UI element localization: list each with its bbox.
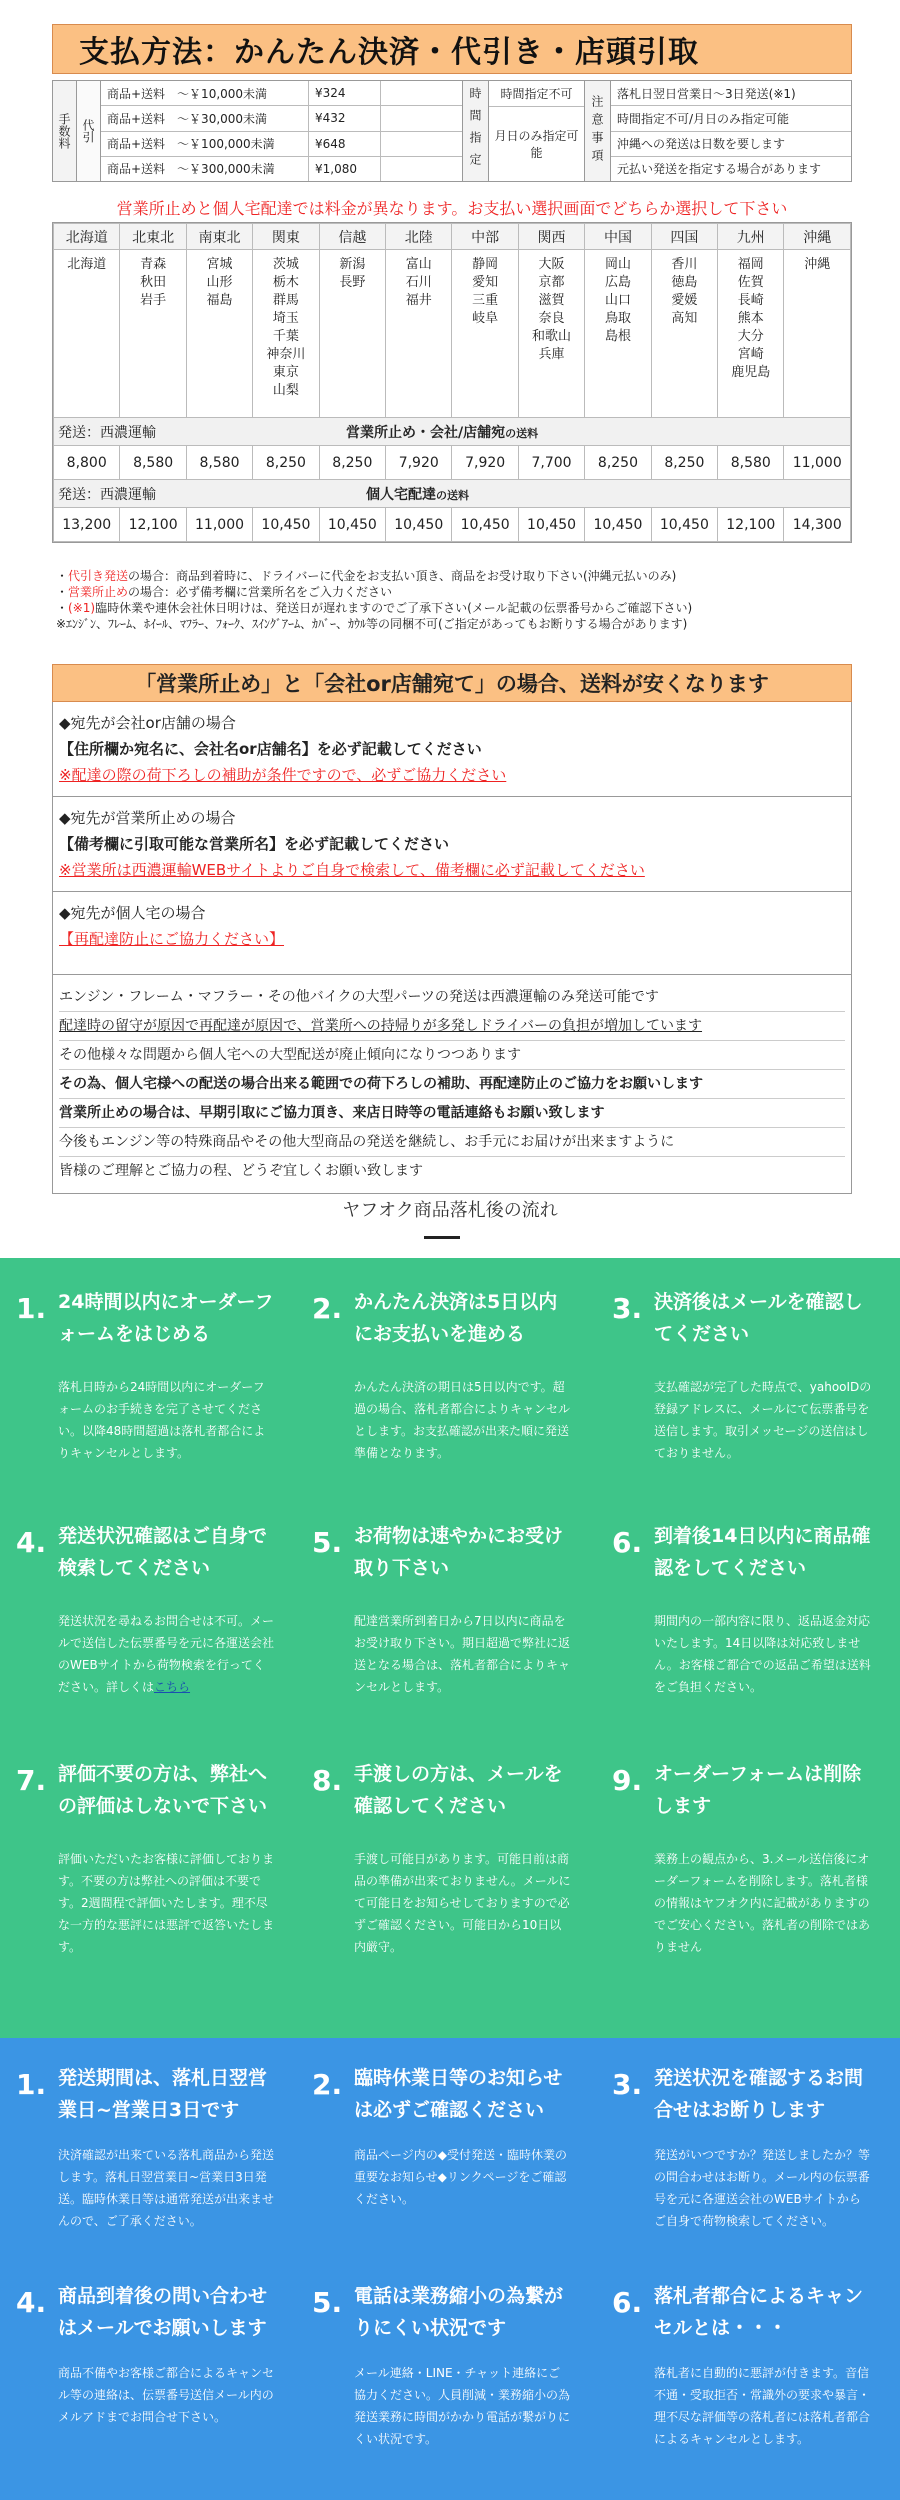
step-title: 発送状況を確認するお問合せはお断りします bbox=[654, 2067, 864, 2121]
prefecture: 岩手 bbox=[140, 293, 167, 308]
home-price: 12,100 bbox=[120, 508, 186, 542]
prefecture: 広島 bbox=[604, 275, 631, 290]
region-header: 北陸 bbox=[386, 224, 452, 250]
prefecture: 群馬 bbox=[272, 293, 299, 308]
step-body-text: 期間内の一部内容に限り、返品返金対応いたします。14日以降は対応致しません。お客様ご都合での返品ご希望は送料をご負担ください。 bbox=[654, 1614, 871, 1694]
step-title: 24時間以内にオーダーフォームをはじめる bbox=[58, 1291, 274, 1345]
prefecture-row bbox=[54, 250, 851, 418]
region-prefectures bbox=[784, 250, 851, 418]
prefecture: 兵庫 bbox=[538, 347, 565, 362]
region-header: 南東北 bbox=[186, 224, 252, 250]
note-line: ・(※1)臨時休業や連休会社休日明けは、発送日が遅れますのでご了承下さい(メール記載の伝票番号からご確認下さい) bbox=[56, 601, 693, 615]
prefecture: 三重 bbox=[472, 293, 499, 308]
office-price: 8,250 bbox=[585, 446, 651, 480]
home-price: 12,100 bbox=[718, 508, 784, 542]
prefecture: 鹿児島 bbox=[731, 365, 771, 380]
region-header: 関西 bbox=[518, 224, 584, 250]
region-prefectures bbox=[386, 250, 452, 418]
prefecture: 千葉 bbox=[272, 329, 299, 344]
office-price: 8,580 bbox=[120, 446, 186, 480]
region-prefectures bbox=[54, 250, 120, 418]
notice-values bbox=[611, 81, 851, 181]
step-body-text: 発送がいつですか？発送しましたか？等の問合わせはお断り。メール内の伝票番号を元に各運送会社のWEBサイトからご自身で荷物検索してください。 bbox=[654, 2148, 871, 2228]
details-link[interactable]: こちら bbox=[154, 1680, 191, 1694]
prefecture: 秋田 bbox=[140, 275, 167, 290]
step-number: 2. bbox=[312, 1292, 343, 1325]
step-body-text: 手渡し可能日があります。可能日前は商品の準備が出来ておりません。メールにて可能日をお知らせしておりますので必ずご確認ください。可能日から10日以内厳守。 bbox=[354, 1852, 571, 1954]
prefecture: 島根 bbox=[604, 329, 631, 344]
step-body bbox=[58, 1376, 276, 1464]
fee-row bbox=[101, 132, 462, 157]
prefecture: 鳥取 bbox=[604, 311, 631, 326]
block-bold: 【備考欄に引取可能な営業所名】を必ず記載してください bbox=[59, 835, 450, 853]
note-text: 臨時休業や連休会社休日明けは、発送日が遅れますのでご了承下さい(メール記載の伝票番号からご確認下さい) bbox=[95, 601, 693, 615]
region-prefectures bbox=[651, 250, 717, 418]
fee-row bbox=[101, 157, 462, 181]
section-title: 営業所止め・会社/店舗宛 bbox=[346, 424, 506, 441]
home-price: 13,200 bbox=[54, 508, 120, 542]
flow-title: ヤフオク商品落札後の流れ bbox=[342, 1200, 558, 1221]
region-prefectures bbox=[718, 250, 784, 418]
office-price: 7,700 bbox=[518, 446, 584, 480]
step-body bbox=[654, 2144, 872, 2232]
delivery-notice: 営業所止めと個人宅配達では料金が異なります。お支払い選択画面でどちらか選択して下さい bbox=[116, 199, 788, 218]
home-price: 11,000 bbox=[186, 508, 252, 542]
step-number: 6. bbox=[612, 1526, 643, 1559]
step-body-text: 配達営業所到着日から7日以内に商品をお受け取り下さい。期日超過で弊社に返送となる場合は、落札者都合によりキャンセルとします。 bbox=[354, 1614, 571, 1694]
prefecture: 佐賀 bbox=[737, 275, 764, 290]
region-prefectures bbox=[120, 250, 186, 418]
section-suffix: の送料 bbox=[436, 488, 469, 502]
shipping-notes bbox=[52, 568, 852, 632]
prefecture: 岡山 bbox=[604, 257, 631, 272]
prefecture: 静岡 bbox=[472, 257, 499, 272]
prefecture: 神奈川 bbox=[266, 347, 306, 362]
step-number: 3. bbox=[612, 1292, 643, 1325]
prefecture: 山形 bbox=[206, 275, 233, 290]
step-title: 手渡しの方は、メールを確認してください bbox=[354, 1763, 563, 1817]
office-price: 7,920 bbox=[386, 446, 452, 480]
region-prefectures bbox=[186, 250, 252, 418]
step-number: 4. bbox=[16, 1526, 47, 1559]
notice-label: 注意事項 bbox=[585, 81, 611, 181]
prefecture: 東京 bbox=[272, 365, 299, 380]
prefecture: 宮城 bbox=[206, 257, 233, 272]
office-price: 7,920 bbox=[452, 446, 518, 480]
section-row bbox=[54, 480, 851, 508]
prefecture: 沖縄 bbox=[804, 257, 831, 272]
region-prefectures bbox=[585, 250, 651, 418]
carrier-label: 発送：西濃運輸 bbox=[58, 486, 156, 503]
prefecture: 岐阜 bbox=[472, 311, 499, 326]
home-price: 10,450 bbox=[319, 508, 385, 542]
prefecture: 滋賀 bbox=[538, 293, 565, 308]
fee-range: 商品+送料 ～￥30,000未満 bbox=[101, 106, 309, 130]
block-head: ◆宛先が個人宅の場合 bbox=[59, 904, 206, 922]
prefecture: 愛知 bbox=[472, 275, 499, 290]
step-title: オーダーフォームは削除します bbox=[654, 1763, 862, 1817]
step-body-text: かんたん決済の期日は5日以内です。超過の場合、落札者都合によりキャンセルとします。お支払確認が出来た順に発送準備となります。 bbox=[354, 1380, 571, 1460]
block-red: ※営業所は西濃運輸WEBサイトよりご自身で検索して、備考欄に必ず記載してください bbox=[59, 861, 645, 879]
time-value: 時間指定不可 bbox=[489, 81, 584, 107]
price-row-home bbox=[54, 508, 851, 542]
payment-methods-title: 支払方法：かんたん決済・代引き・店頭引取 bbox=[52, 24, 852, 74]
fee-label: 手数料 bbox=[53, 81, 77, 181]
office-price: 11,000 bbox=[784, 446, 851, 480]
home-price: 10,450 bbox=[651, 508, 717, 542]
step-body bbox=[654, 1848, 872, 1958]
step-number: 9. bbox=[612, 1764, 643, 1797]
block-red: 【再配達防止にご協力ください】 bbox=[59, 930, 285, 948]
address-block bbox=[53, 702, 851, 797]
step-number: 3. bbox=[612, 2068, 643, 2101]
step-number: 8. bbox=[312, 1764, 343, 1797]
step-number: 1. bbox=[16, 1292, 47, 1325]
address-block bbox=[53, 892, 851, 975]
time-values bbox=[489, 81, 585, 181]
notice-item: 落札日翌日営業日～3日発送(※1) bbox=[611, 81, 851, 106]
step-body bbox=[58, 1848, 276, 1958]
prefecture: 山口 bbox=[604, 293, 631, 308]
step-body-text: 支払確認が完了した時点で、yahooIDの登録アドレスに、メールにて伝票番号を送信します。取引メッセージの送信はしておりません。 bbox=[654, 1380, 872, 1460]
notice-item: 沖縄への発送は日数を要します bbox=[611, 132, 851, 157]
step-body-text: 商品不備やお客様ご都合によるキャンセル等の連絡は、伝票番号送信メール内のメルアドまでお問合せ下さい。 bbox=[58, 2366, 275, 2424]
region-header: 九州 bbox=[718, 224, 784, 250]
large-parts-notes bbox=[53, 975, 851, 1193]
office-price: 8,250 bbox=[651, 446, 717, 480]
fee-price: ¥1,080 bbox=[309, 157, 381, 181]
cod-fee-table bbox=[52, 80, 852, 182]
region-prefectures bbox=[319, 250, 385, 418]
prefecture: 埼玉 bbox=[272, 311, 299, 326]
prefecture: 宮崎 bbox=[737, 347, 764, 362]
prefecture: 高知 bbox=[671, 311, 698, 326]
notice-item: 時間指定不可/月日のみ指定可能 bbox=[611, 106, 851, 131]
prefecture: 長崎 bbox=[737, 293, 764, 308]
step-body bbox=[354, 1376, 572, 1464]
cod-label: 代引 bbox=[77, 81, 101, 181]
region-header: 四国 bbox=[651, 224, 717, 250]
note-red: 代引き発送 bbox=[68, 569, 129, 583]
prefecture: 福井 bbox=[405, 293, 432, 308]
region-prefectures bbox=[518, 250, 584, 418]
prefecture: 新潟 bbox=[339, 257, 366, 272]
home-price: 10,450 bbox=[452, 508, 518, 542]
step-number: 5. bbox=[312, 1526, 343, 1559]
home-price: 10,450 bbox=[253, 508, 319, 542]
prefecture: 北海道 bbox=[67, 257, 107, 272]
step-title: 到着後14日以内に商品確認をしてください bbox=[654, 1525, 871, 1579]
prefecture: 香川 bbox=[671, 257, 698, 272]
note-line: ・代引き発送の場合：商品到着時に、ドライバーに代金をお支払い頂き、商品をお受け取り下さい(沖縄元払いのみ) bbox=[56, 569, 677, 583]
home-price: 14,300 bbox=[784, 508, 851, 542]
step-body-text: 落札者に自動的に悪評が付きます。音信不通・受取拒否・常識外の要求や暴言・理不尽な評価等の落札者には落札者都合によるキャンセルとします。 bbox=[654, 2366, 871, 2446]
prefecture: 福島 bbox=[206, 293, 233, 308]
info-line: その為、個人宅様への配送の場合出来る範囲での荷下ろしの補助、再配達防止のご協力をお願いします bbox=[59, 1070, 845, 1099]
note-text: の場合：必ず備考欄に営業所名をご入力ください bbox=[128, 585, 393, 599]
prefecture: 山梨 bbox=[272, 383, 299, 398]
prefecture: 大分 bbox=[737, 329, 764, 344]
flow-divider bbox=[424, 1236, 460, 1239]
fee-range: 商品+送料 ～￥10,000未満 bbox=[101, 81, 309, 105]
step-number: 7. bbox=[16, 1764, 47, 1797]
office-price: 8,800 bbox=[54, 446, 120, 480]
blue-steps-section bbox=[0, 2038, 900, 2500]
step-body bbox=[354, 2362, 572, 2450]
step-body-text: 落札日時から24時間以内にオーダーフォームのお手続きを完了させてください。以降48時間超過は落札者都合によりキャンセルとします。 bbox=[58, 1380, 266, 1460]
section-row bbox=[54, 418, 851, 446]
info-line: 配達時の留守が原因で再配達が原因で、営業所への持帰りが多発しドライバーの負担が増加しています bbox=[59, 1012, 845, 1041]
note-line bbox=[56, 616, 852, 632]
prefecture: 徳島 bbox=[671, 275, 698, 290]
step-number: 1. bbox=[16, 2068, 47, 2101]
notice-item: 元払い発送を指定する場合があります bbox=[617, 162, 822, 177]
region-header: 中部 bbox=[452, 224, 518, 250]
step-title: 決済後はメールを確認してください bbox=[654, 1291, 863, 1345]
prefecture: 熊本 bbox=[737, 311, 764, 326]
prefecture: 長野 bbox=[339, 275, 366, 290]
prefecture: 福岡 bbox=[737, 257, 764, 272]
fee-range: 商品+送料 ～￥300,000未満 bbox=[101, 157, 309, 181]
carrier-label: 発送：西濃運輸 bbox=[58, 424, 156, 441]
step-body bbox=[354, 1848, 572, 1958]
note-text: の場合：商品到着時に、ドライバーに代金をお支払い頂き、商品をお受け取り下さい(沖縄元払いのみ) bbox=[128, 569, 677, 583]
step-body bbox=[58, 2362, 276, 2428]
region-header: 北海道 bbox=[54, 224, 120, 250]
region-header: 関東 bbox=[253, 224, 319, 250]
step-number: 4. bbox=[16, 2286, 47, 2319]
step-title: 発送期間は、落札日翌営業日~営業日3日です bbox=[58, 2067, 268, 2121]
prefecture: 京都 bbox=[538, 275, 565, 290]
step-number: 6. bbox=[612, 2286, 643, 2319]
note-red: (※1) bbox=[68, 601, 96, 615]
address-block bbox=[53, 797, 851, 892]
step-number: 2. bbox=[312, 2068, 343, 2101]
fee-price: ¥432 bbox=[309, 106, 381, 130]
home-price: 10,450 bbox=[585, 508, 651, 542]
price-row-office bbox=[54, 446, 851, 480]
office-price: 8,580 bbox=[186, 446, 252, 480]
fee-price: ¥324 bbox=[309, 81, 381, 105]
prefecture: 和歌山 bbox=[532, 329, 572, 344]
shipping-rate-table bbox=[52, 222, 852, 543]
info-line: 営業所止めの場合は、早期引取にご協力頂き、来店日時等の電話連絡もお願い致します bbox=[59, 1099, 845, 1128]
block-red: ※配達の際の荷下ろしの補助が条件ですので、必ずご協力ください bbox=[59, 766, 507, 784]
step-title: 臨時休業日等のお知らせは必ずご確認ください bbox=[354, 2067, 563, 2121]
info-line: 今後もエンジン等の特殊商品やその他大型商品の発送を継続し、お手元にお届けが出来ますように bbox=[59, 1128, 845, 1157]
home-price: 10,450 bbox=[386, 508, 452, 542]
step-body bbox=[654, 1610, 872, 1698]
note-text: ※ｴﾝｼﾞﾝ、ﾌﾚｰﾑ、ﾎｲｰﾙ、ﾏﾌﾗｰ、ﾌｫｰｸ、ｽｲﾝｸﾞｱｰﾑ、ｶﾊﾞｰ、ｶｳﾙ等の同梱不可(ご指定があってもお断りする場合があります) bbox=[56, 617, 688, 631]
prefecture: 青森 bbox=[140, 257, 167, 272]
region-header: 北東北 bbox=[120, 224, 186, 250]
home-price: 10,450 bbox=[518, 508, 584, 542]
step-body bbox=[354, 2144, 572, 2210]
office-price: 8,250 bbox=[319, 446, 385, 480]
step-body bbox=[354, 1610, 572, 1698]
section-suffix: の送料 bbox=[505, 426, 539, 440]
step-body-text: 決済確認が出来ている落札商品から発送します。落札日翌営業日~営業日3日発送。臨時休業日等は通常発送が出来ませんので、ご了承ください。 bbox=[58, 2148, 275, 2228]
step-body-text: 発送状況を尋ねるお問合せは不可。メールで送信した伝票番号を元に各運送会社のWEBサイトから荷物検索を行ってください。詳しくは bbox=[58, 1614, 275, 1694]
step-body bbox=[58, 2144, 276, 2232]
fee-row bbox=[101, 106, 462, 131]
region-prefectures bbox=[452, 250, 518, 418]
region-header: 中国 bbox=[585, 224, 651, 250]
step-body-text: メール連絡・LINE・チャット連絡にご協力ください。人員削減・業務縮小の為発送業務に時間がかかり電話が繋がりにくい状況です。 bbox=[354, 2366, 571, 2446]
step-title: 電話は業務縮小の為繋がりにくい状況です bbox=[354, 2285, 564, 2339]
info-line: 皆様のご理解とご協力の程、どうぞ宜しくお願い致します bbox=[59, 1163, 423, 1179]
info-line: エンジン・フレーム・マフラー・その他バイクの大型パーツの発送は西濃運輸のみ発送可能です bbox=[59, 983, 845, 1012]
note-red: 営業所止め bbox=[68, 585, 129, 599]
step-body bbox=[654, 1376, 872, 1464]
discount-title: 「営業所止め」と「会社or店舗宛て」の場合、送料が安くなります bbox=[52, 664, 852, 702]
step-title: お荷物は速やかにお受け取り下さい bbox=[354, 1525, 564, 1579]
prefecture: 富山 bbox=[405, 257, 432, 272]
office-price: 8,580 bbox=[718, 446, 784, 480]
step-number: 5. bbox=[312, 2286, 343, 2319]
time-label: 時間指定 bbox=[463, 81, 489, 181]
fee-price: ¥648 bbox=[309, 132, 381, 156]
prefecture: 茨城 bbox=[272, 257, 299, 272]
note-line: ・営業所止めの場合：必ず備考欄に営業所名をご入力ください bbox=[56, 585, 393, 599]
office-price: 8,250 bbox=[253, 446, 319, 480]
block-bold: 【住所欄か宛名に、会社名or店舗名】を必ず記載してください bbox=[59, 740, 482, 758]
green-steps-section bbox=[0, 1258, 900, 2038]
step-body-text: 業務上の観点から、3.メール送信後にオーダーフォームを削除します。落札者様の情報はヤフオク内に記載がありますのでご安心ください。落札者の削除ではありません bbox=[654, 1852, 871, 1954]
region-header: 信越 bbox=[319, 224, 385, 250]
step-title: かんたん決済は5日以内にお支払いを進める bbox=[354, 1291, 558, 1345]
fee-rows bbox=[101, 81, 463, 181]
region-header-row bbox=[54, 224, 851, 250]
discount-info-box bbox=[52, 702, 852, 1194]
region-header: 沖縄 bbox=[784, 224, 851, 250]
prefecture: 栃木 bbox=[272, 275, 299, 290]
step-body-text: 評価いただいたお客様に評価しております。不要の方は弊社への評価は不要です。2週間程で評価いたします。理不尽な一方的な悪評には悪評で返答いたします。 bbox=[58, 1852, 275, 1954]
step-body bbox=[58, 1610, 276, 1698]
fee-row bbox=[101, 81, 462, 106]
prefecture: 石川 bbox=[405, 275, 432, 290]
prefecture: 愛媛 bbox=[671, 293, 698, 308]
block-head: ◆宛先が営業所止めの場合 bbox=[59, 809, 236, 827]
region-prefectures bbox=[253, 250, 319, 418]
fee-range: 商品+送料 ～￥100,000未満 bbox=[101, 132, 309, 156]
step-title: 商品到着後の問い合わせはメールでお願いします bbox=[58, 2285, 268, 2339]
prefecture: 大阪 bbox=[538, 257, 565, 272]
block-head: ◆宛先が会社or店舗の場合 bbox=[59, 714, 236, 732]
step-body-text: 商品ページ内の◆受付発送・臨時休業の重要なお知らせ◆リンクページをご確認ください。 bbox=[354, 2148, 567, 2206]
step-title: 落札者都合によるキャンセルとは・・・ bbox=[654, 2285, 864, 2339]
section-title: 個人宅配達 bbox=[366, 486, 436, 503]
time-value: 月日のみ指定可能 bbox=[494, 128, 579, 160]
step-body bbox=[654, 2362, 872, 2450]
step-title: 評価不要の方は、弊社への評価はしないで下さい bbox=[58, 1763, 268, 1817]
info-line: その他様々な問題から個人宅への大型配送が廃止傾向になりつつあります bbox=[59, 1041, 845, 1070]
step-title: 発送状況確認はご自身で検索してください bbox=[58, 1525, 268, 1579]
prefecture: 奈良 bbox=[538, 311, 565, 326]
